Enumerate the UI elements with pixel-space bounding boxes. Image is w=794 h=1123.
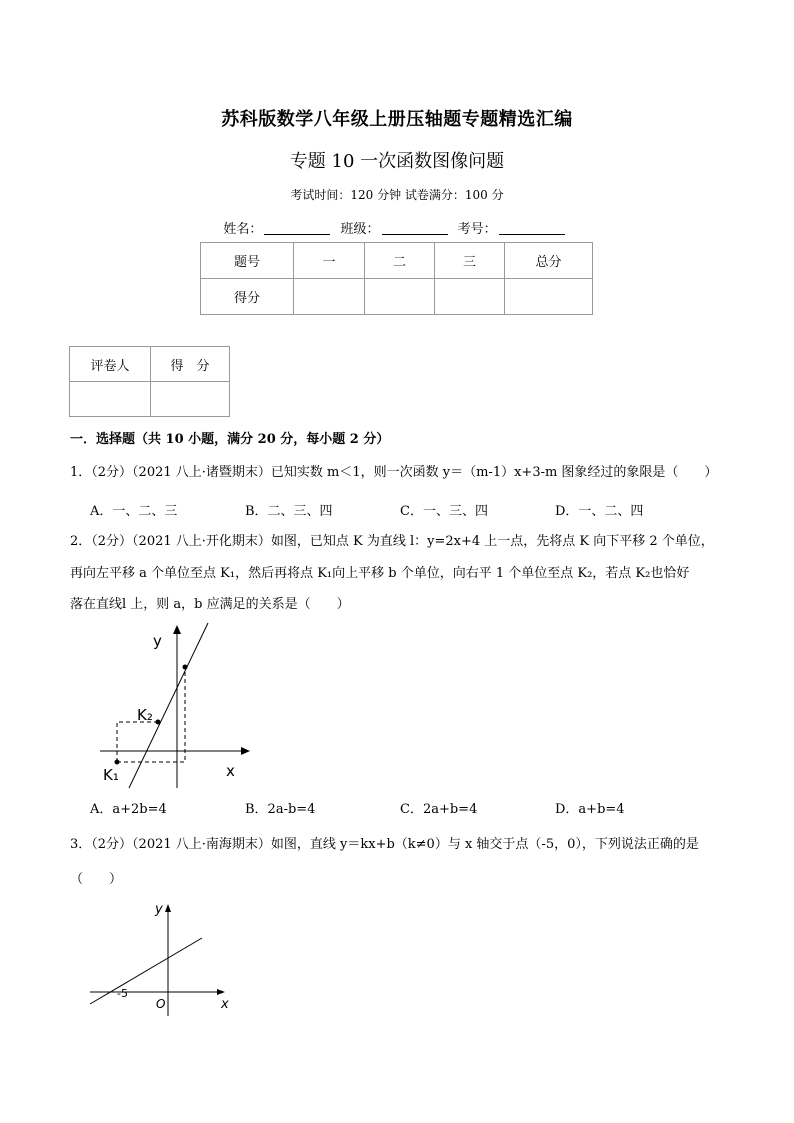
section-heading: 一．选择题（共 10 小题，满分 20 分，每小题 2 分）: [70, 432, 390, 447]
question-3-line-2: （ ）: [70, 872, 123, 887]
name-label: 姓名：: [223, 222, 263, 237]
question-2-line-2: 再向左平移 a 个单位至点 K₁，然后再将点 K₁向上平移 b 个单位，向右平 1 个单位至点 K₂，若点 K₂也恰好: [70, 566, 690, 581]
q3-origin-label: O: [156, 997, 166, 1011]
q2-option-b[interactable]: B．2a-b=4: [245, 802, 316, 817]
q3-intercept-label: -5: [117, 987, 128, 1000]
name-blank[interactable]: [264, 234, 330, 235]
question-2-line-1: 2．（2分）（2021 八上·开化期末）如图，已知点 K 为直线 l：y=2x+4 上一点，先将点 K 向下平移 2 个单位，: [70, 534, 714, 549]
question-1-text: 1．（2分）（2021 八上·诸暨期末）已知实数 m＜1，则一次函数 y＝（m-1）x+3-m 图象经过的象限是（ ）: [70, 465, 718, 480]
q3-x-label: x: [221, 997, 229, 1012]
q2-option-c[interactable]: C．2a+b=4: [400, 802, 478, 817]
score-cell[interactable]: [294, 279, 365, 315]
grader-table: [69, 346, 230, 417]
score-table: [200, 242, 593, 315]
q2-point-k1: [115, 760, 120, 765]
q1-option-b[interactable]: B．二、三、四: [245, 504, 333, 519]
q1-option-a[interactable]: A．一、二、三: [90, 504, 178, 519]
question-2-figure: [95, 620, 265, 790]
grader-score-cell[interactable]: [151, 382, 230, 417]
grader-score-label: 得 分: [151, 347, 230, 382]
student-info-line: [0, 218, 794, 237]
score-header-cell: 总分: [505, 243, 593, 279]
q1-option-d[interactable]: D．一、二、四: [555, 504, 644, 519]
q2-y-label: y: [153, 632, 162, 650]
q2-point-k: [183, 665, 188, 670]
number-label: 考号：: [457, 222, 497, 237]
score-row-label: 得分: [201, 279, 294, 315]
grader-label: 评卷人: [70, 347, 151, 382]
q3-x-arrow: [217, 989, 225, 995]
score-header-cell: 题号: [201, 243, 294, 279]
question-2-line-3: 落在直线l 上，则 a，b 应满足的关系是（ ）: [70, 597, 350, 612]
q2-point-k2: [156, 720, 161, 725]
class-label: 班级：: [340, 222, 380, 237]
question-3-figure: [85, 898, 235, 1018]
q3-y-arrow: [165, 904, 171, 912]
q2-option-a[interactable]: A．a+2b=4: [90, 802, 167, 817]
score-cell[interactable]: [435, 279, 505, 315]
exam-info: 考试时间：120 分钟 试卷满分：100 分: [290, 188, 504, 202]
q2-k2-label: K₂: [137, 706, 153, 724]
q3-y-label: y: [155, 902, 163, 917]
grader-cell[interactable]: [70, 382, 151, 417]
q2-dashed-k1-to-k2: [117, 722, 158, 762]
q2-k1-label: K₁: [103, 766, 119, 784]
class-blank[interactable]: [382, 234, 448, 235]
q2-y-arrow: [173, 625, 181, 634]
question-3-line-1: 3．（2分）（2021 八上·南海期末）如图，直线 y＝kx+b（k≠0）与 x 轴交于点（-5，0），下列说法正确的是: [70, 837, 699, 852]
document-subtitle: 专题 10 一次函数图像问题: [289, 151, 505, 172]
document-title: 苏科版数学八年级上册压轴题专题精选汇编: [221, 109, 573, 130]
q2-x-label: x: [226, 762, 235, 780]
score-header-cell: 一: [294, 243, 365, 279]
score-cell[interactable]: [505, 279, 593, 315]
q2-option-d[interactable]: D．a+b=4: [555, 802, 625, 817]
q2-x-arrow: [241, 747, 250, 755]
score-header-cell: 二: [365, 243, 435, 279]
score-cell[interactable]: [365, 279, 435, 315]
q3-line: [90, 938, 202, 1004]
q1-option-c[interactable]: C．一、三、四: [400, 504, 488, 519]
score-header-cell: 三: [435, 243, 505, 279]
number-blank[interactable]: [499, 234, 565, 235]
